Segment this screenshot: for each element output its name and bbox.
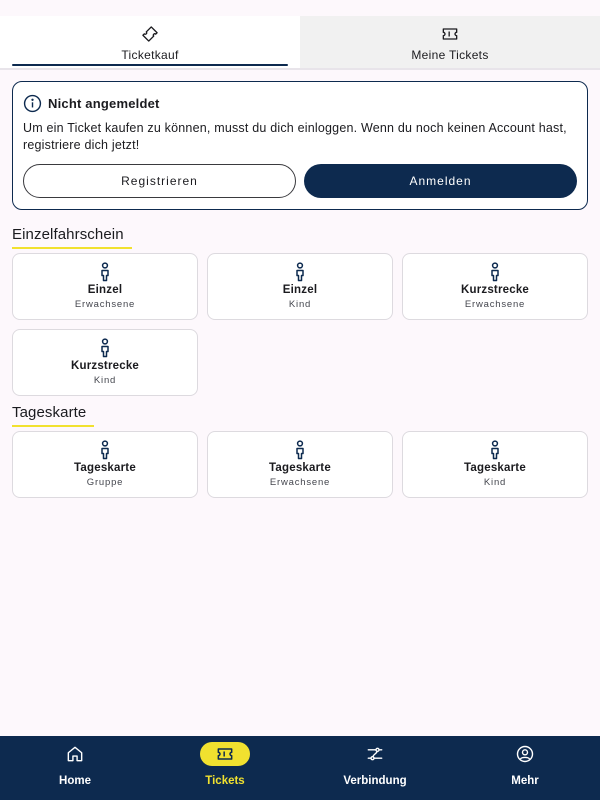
ticket-subtitle: Kind xyxy=(483,477,507,488)
tab-bar-divider xyxy=(0,68,600,70)
tab-meine-tickets[interactable] xyxy=(300,16,600,68)
ticket-card-tageskarte-gruppe[interactable] xyxy=(12,431,198,498)
person-icon xyxy=(98,440,112,460)
section-title-tageskarte xyxy=(12,404,94,427)
nav-item-verbindung[interactable] xyxy=(300,736,450,800)
einzelfahrschein-grid xyxy=(12,253,588,396)
ticket-title: Tageskarte xyxy=(74,462,136,474)
ticket-card-kurzstrecke-kind[interactable] xyxy=(12,329,198,396)
ticket-title: Kurzstrecke xyxy=(70,360,140,372)
ticket-title: Tageskarte xyxy=(464,462,526,474)
tab-label: Meine Tickets xyxy=(411,48,489,62)
ticket-card-kurzstrecke-erwachsene[interactable] xyxy=(402,253,588,320)
account-icon xyxy=(515,744,535,764)
tickets-icon xyxy=(440,24,460,44)
tageskarte-grid xyxy=(12,431,588,498)
tab-label: Ticketkauf xyxy=(121,48,179,62)
tab-ticketkauf[interactable] xyxy=(0,16,300,68)
info-text: Um ein Ticket kaufen zu können, musst du dich einloggen. Wenn du noch keinen Account hast, registriere dich jetzt! xyxy=(23,121,567,152)
ticket-title: Tageskarte xyxy=(269,462,331,474)
ticket-outline-icon xyxy=(140,24,160,44)
ticket-card-tageskarte-kind[interactable] xyxy=(402,431,588,498)
login-info-card xyxy=(12,81,588,210)
person-icon xyxy=(293,262,307,282)
person-icon xyxy=(293,440,307,460)
person-icon xyxy=(488,440,502,460)
ticket-subtitle: Kind xyxy=(93,375,117,386)
section-title-text: Tageskarte xyxy=(12,404,87,421)
nav-icon-container xyxy=(500,742,550,766)
ticket-card-tageskarte-erwachsene[interactable] xyxy=(207,431,393,498)
nav-label: Home xyxy=(59,775,91,787)
section-underline xyxy=(12,425,94,427)
ticket-card-einzel-erwachsene[interactable] xyxy=(12,253,198,320)
top-tab-bar xyxy=(0,16,600,68)
nav-item-home[interactable] xyxy=(0,736,150,800)
nav-icon-container xyxy=(350,742,400,766)
ticket-subtitle: Erwachsene xyxy=(74,299,136,310)
ticket-icon xyxy=(215,744,235,764)
home-icon xyxy=(65,744,85,764)
nav-icon-container xyxy=(200,742,250,766)
ticket-subtitle: Erwachsene xyxy=(464,299,526,310)
section-title-einzelfahrschein xyxy=(12,226,132,249)
route-icon xyxy=(365,744,385,764)
section-title-text: Einzelfahrschein xyxy=(12,226,124,243)
login-button[interactable]: Anmelden xyxy=(304,164,577,198)
nav-label: Verbindung xyxy=(343,775,407,787)
ticket-card-einzel-kind[interactable] xyxy=(207,253,393,320)
ticket-title: Kurzstrecke xyxy=(460,284,530,296)
nav-label: Mehr xyxy=(511,775,539,787)
section-underline xyxy=(12,247,132,249)
active-tab-indicator xyxy=(12,64,288,66)
nav-label: Tickets xyxy=(205,775,245,787)
ticket-subtitle: Gruppe xyxy=(86,477,124,488)
info-header xyxy=(23,94,577,113)
nav-icon-container xyxy=(50,742,100,766)
ticket-title: Einzel xyxy=(282,284,318,296)
info-title: Nicht angemeldet xyxy=(48,96,160,111)
ticket-subtitle: Kind xyxy=(288,299,312,310)
ticket-subtitle: Erwachsene xyxy=(269,477,331,488)
person-icon xyxy=(98,262,112,282)
nav-item-tickets[interactable] xyxy=(150,736,300,800)
nav-item-mehr[interactable] xyxy=(450,736,600,800)
register-button[interactable]: Registrieren xyxy=(23,164,296,198)
person-icon xyxy=(488,262,502,282)
person-icon xyxy=(98,338,112,358)
bottom-navigation xyxy=(0,736,600,800)
ticket-title: Einzel xyxy=(87,284,123,296)
info-icon xyxy=(23,94,42,113)
info-buttons xyxy=(23,164,577,198)
